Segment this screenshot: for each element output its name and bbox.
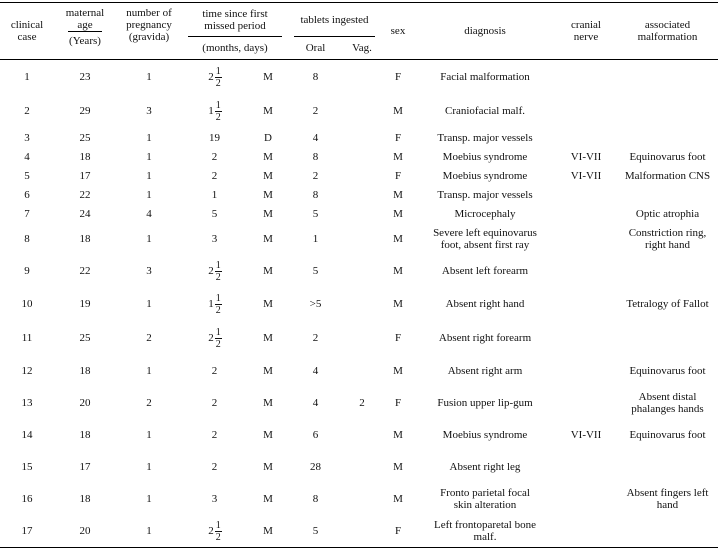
cell-oral: 4 (312, 131, 319, 144)
header-tablets-ingested: tablets ingested (288, 3, 381, 38)
time-value (208, 100, 222, 123)
table-row (0, 166, 718, 185)
cell-sex: F (394, 131, 402, 144)
cell-gravida: 2 (146, 397, 152, 409)
table-row (0, 147, 718, 166)
cell-time-unit: M (263, 365, 273, 377)
cell-cranial-nerve (555, 94, 617, 128)
header-associated-malformation: associated malformation (637, 19, 698, 43)
header-time-units: (months, days) (202, 42, 268, 54)
cell-diagnosis (415, 223, 555, 255)
cell-time-unit: M (263, 397, 273, 409)
cell-vag (343, 255, 381, 287)
cell-diagnosis (415, 204, 555, 223)
cell-diagnosis (415, 255, 555, 287)
cell-sex: F (394, 71, 402, 83)
cell-cranial-nerve (555, 387, 617, 419)
cell-cranial-nerve (555, 204, 617, 223)
time-fraction-numerator: 1 (215, 326, 221, 338)
cell-time-unit: M (263, 207, 273, 220)
header-clinical-case: clinical case (10, 19, 44, 43)
header-time-since-missed: time since first missed period (182, 3, 288, 38)
cell-associated-malformation: Malformation CNS (624, 169, 711, 182)
table-row (0, 287, 718, 321)
cell-associated-malformation (617, 60, 718, 95)
cell-oral: 8 (312, 150, 319, 163)
time-value (212, 365, 219, 377)
cell-cranial-nerve (555, 128, 617, 147)
cell-cranial-nerve (555, 287, 617, 321)
time-whole: 1 (208, 105, 214, 117)
cell-gravida: 1 (146, 493, 152, 505)
time-value (212, 429, 219, 441)
time-value (212, 208, 219, 220)
cell-age: 22 (79, 188, 91, 201)
cell-vag (343, 166, 381, 185)
diagnosis-line: Moebius syndrome (442, 429, 528, 441)
cell-associated-malformation (617, 451, 718, 483)
time-value (212, 189, 219, 201)
diagnosis-line: malf. (473, 531, 497, 543)
time-value (212, 170, 219, 182)
cell-oral: 8 (312, 71, 319, 83)
cell-diagnosis (415, 166, 555, 185)
cell-age: 18 (79, 493, 91, 505)
cell-associated-malformation: Tetralogy of Fallot (626, 298, 709, 310)
cell-associated-malformation: Equinovarus foot (629, 150, 706, 163)
cell-age: 18 (79, 150, 91, 163)
cell-gravida: 1 (146, 429, 152, 441)
table-row (0, 223, 718, 255)
diagnosis-line: Absent right leg (449, 461, 521, 473)
cell-time-unit: M (263, 298, 273, 310)
cell-time (182, 147, 248, 166)
table-row (0, 515, 718, 548)
cell-cranial-nerve (555, 255, 617, 287)
cell-time-unit: M (263, 105, 273, 117)
cell-case: 1 (24, 71, 30, 83)
cell-associated-malformation (617, 255, 718, 287)
cell-vag (343, 128, 381, 147)
time-value (212, 397, 219, 409)
table-header (0, 3, 718, 60)
cell-gravida: 1 (146, 233, 152, 245)
diagnosis-line: Fusion upper lip-gum (437, 397, 533, 409)
cell-sex: F (394, 397, 402, 409)
cell-case: 10 (21, 298, 33, 310)
time-fraction (215, 66, 222, 89)
time-value (212, 151, 219, 163)
cell-cranial-nerve (555, 60, 617, 95)
cell-sex: F (394, 169, 402, 182)
cell-time-unit: M (263, 461, 273, 473)
time-fraction (215, 260, 222, 283)
cell-vag (343, 515, 381, 548)
time-fraction-denominator: 2 (215, 77, 221, 89)
time-fraction-denominator: 2 (215, 271, 221, 283)
cell-age: 18 (79, 233, 91, 245)
cell-sex: M (393, 105, 403, 117)
time-fraction-numerator: 1 (215, 259, 221, 271)
cell-time (182, 419, 248, 451)
diagnosis-line: Craniofacial malf. (444, 105, 526, 117)
time-fraction-denominator: 2 (215, 111, 221, 123)
cell-diagnosis (415, 515, 555, 548)
cell-time (182, 483, 248, 515)
cell-cranial-nerve (555, 223, 617, 255)
cell-time-unit: M (248, 515, 288, 548)
header-vag: Vag. (352, 42, 372, 54)
time-whole: 2 (208, 265, 214, 277)
cell-case: 13 (21, 397, 33, 409)
cell-diagnosis (415, 287, 555, 321)
cell-vag (343, 185, 381, 204)
time-whole: 2 (211, 150, 218, 163)
cell-time (182, 94, 248, 128)
cell-vag (343, 147, 381, 166)
cell-age: 17 (79, 169, 91, 182)
cell-diagnosis (415, 60, 555, 95)
time-whole: 3 (211, 493, 218, 505)
cell-case: 5 (24, 169, 30, 182)
cell-vag (343, 204, 381, 223)
diagnosis-line: Absent right arm (447, 365, 523, 377)
cell-oral: 2 (312, 332, 319, 344)
time-fraction-denominator: 2 (215, 531, 221, 543)
table-row (0, 60, 718, 95)
time-value (212, 233, 219, 245)
table-row (0, 451, 718, 483)
cell-oral: 4 (312, 397, 319, 409)
header-maternal-age: maternal age (Years) (65, 7, 105, 47)
cell-age: 20 (79, 397, 91, 409)
time-whole: 2 (208, 71, 214, 83)
cell-cranial-nerve: VI-VII (570, 429, 602, 441)
cell-diagnosis (415, 419, 555, 451)
cell-time (182, 287, 248, 321)
time-whole: 19 (209, 131, 220, 144)
cell-age: 23 (79, 71, 91, 83)
time-fraction (215, 100, 222, 123)
diagnosis-line: Fronto parietal focal (440, 487, 530, 499)
time-fraction (215, 293, 222, 316)
cell-time (182, 185, 248, 204)
diagnosis-line: Absent right forearm (438, 332, 532, 344)
cell-diagnosis (415, 94, 555, 128)
cell-oral: 1 (312, 233, 319, 245)
table-row (0, 321, 718, 355)
cell-vag (343, 60, 381, 95)
cell-sex: M (393, 461, 403, 473)
diagnosis-line: Absent left forearm (441, 265, 529, 277)
cell-diagnosis (415, 321, 555, 355)
cell-gravida: 1 (146, 461, 152, 473)
cell-time (182, 223, 248, 255)
cell-time-unit: M (263, 71, 273, 83)
cell-gravida: 2 (146, 332, 152, 344)
cell-time (182, 255, 248, 287)
diagnosis-line: foot, absent first ray (440, 239, 530, 251)
cell-case: 15 (21, 461, 33, 473)
cell-oral: 8 (312, 493, 319, 505)
cell-oral: 8 (312, 188, 319, 201)
cell-vag: 2 (359, 397, 365, 409)
cell-sex: M (393, 493, 403, 505)
cell-cranial-nerve: VI-VII (570, 169, 602, 182)
cell-cranial-nerve (555, 185, 617, 204)
cell-vag (343, 223, 381, 255)
cell-time (182, 451, 248, 483)
time-fraction-denominator: 2 (215, 338, 221, 350)
diagnosis-line: Transp. major vessels (437, 131, 533, 144)
time-whole: 5 (211, 207, 218, 220)
time-fraction (215, 520, 222, 543)
cell-gravida: 1 (146, 71, 152, 83)
cell-sex: M (393, 298, 403, 310)
cell-vag (343, 355, 381, 387)
cell-gravida: 1 (116, 515, 182, 548)
table-row (0, 483, 718, 515)
cell-diagnosis (415, 483, 555, 515)
time-fraction-numerator: 1 (215, 99, 221, 111)
time-value (208, 327, 222, 350)
cell-associated-malformation: Optic atrophia (635, 207, 700, 220)
table-row (0, 94, 718, 128)
cell-vag (343, 451, 381, 483)
cell-age: 25 (79, 332, 91, 344)
cell-time-unit: M (263, 493, 273, 505)
cell-case: 6 (24, 188, 30, 201)
diagnosis-line: Facial malformation (440, 71, 530, 83)
cell-time-unit: M (263, 429, 273, 441)
cell-associated-malformation (617, 185, 718, 204)
time-fraction (215, 327, 222, 350)
diagnosis-line: skin alteration (453, 499, 517, 511)
cell-vag (343, 287, 381, 321)
time-value (212, 493, 219, 505)
header-sex: sex (390, 25, 406, 37)
cell-diagnosis (415, 387, 555, 419)
cell-cranial-nerve (555, 321, 617, 355)
cell-sex: M (393, 188, 403, 201)
cell-vag (343, 419, 381, 451)
cell-oral: >5 (309, 298, 322, 310)
cell-associated-malformation (617, 94, 718, 128)
time-whole: 1 (208, 298, 214, 310)
time-whole: 2 (211, 461, 218, 473)
cell-oral: 5 (288, 515, 343, 548)
time-value (208, 520, 222, 543)
cell-associated-malformation: Absent distal phalanges hands (631, 391, 704, 415)
table-row (0, 387, 718, 419)
cell-diagnosis (415, 128, 555, 147)
cell-case: 8 (24, 233, 30, 245)
cell-age: 19 (79, 298, 91, 310)
cell-vag (343, 483, 381, 515)
cell-cranial-nerve (555, 515, 617, 548)
cell-case: 17 (0, 515, 54, 548)
cell-gravida: 1 (146, 298, 152, 310)
cell-cranial-nerve (555, 451, 617, 483)
table-row (0, 419, 718, 451)
cell-time (182, 128, 248, 147)
time-whole: 2 (211, 169, 218, 182)
table-row (0, 355, 718, 387)
time-whole: 2 (211, 429, 218, 441)
cell-case: 4 (24, 150, 30, 163)
cell-oral: 28 (310, 461, 321, 473)
cell-sex: M (393, 265, 403, 277)
cell-diagnosis (415, 147, 555, 166)
cell-gravida: 1 (146, 169, 152, 182)
diagnosis-line: Absent right hand (445, 298, 525, 310)
header-diagnosis: diagnosis (464, 25, 506, 37)
cell-oral: 5 (312, 207, 319, 220)
diagnosis-line: Microcephaly (454, 207, 516, 220)
cell-associated-malformation (617, 128, 718, 147)
cell-time-unit: M (263, 265, 273, 277)
cell-sex: F (381, 515, 415, 548)
time-whole: 2 (211, 365, 218, 377)
cell-time (182, 321, 248, 355)
table-row (0, 204, 718, 223)
cell-cranial-nerve (555, 483, 617, 515)
cell-gravida: 4 (146, 207, 152, 220)
cell-gravida: 3 (146, 105, 152, 117)
diagnosis-line: Moebius syndrome (442, 150, 528, 163)
cell-cranial-nerve: VI-VII (570, 150, 602, 163)
cell-vag (343, 94, 381, 128)
cell-time-unit: M (263, 332, 273, 344)
header-cranial-nerve: cranial nerve (571, 19, 601, 43)
cell-gravida: 3 (146, 265, 152, 277)
cell-gravida: 1 (146, 131, 152, 144)
table-row (0, 128, 718, 147)
cell-oral: 2 (312, 105, 319, 117)
cell-oral: 2 (312, 169, 319, 182)
cell-case: 3 (24, 131, 30, 144)
cell-associated-malformation (617, 321, 718, 355)
cell-gravida: 1 (146, 188, 152, 201)
cell-age: 17 (79, 461, 91, 473)
cell-associated-malformation (617, 515, 718, 548)
cell-time (182, 387, 248, 419)
header-oral: Oral (305, 42, 326, 54)
cell-case: 7 (24, 207, 30, 220)
cell-associated-malformation: Constriction ring, right hand (628, 227, 707, 251)
cell-diagnosis (415, 185, 555, 204)
diagnosis-line: Transp. major vessels (437, 188, 533, 201)
diagnosis-line: Severe left equinovarus (433, 227, 537, 239)
cell-age: 22 (79, 265, 91, 277)
diagnosis-line: Moebius syndrome (442, 169, 528, 182)
cell-oral: 6 (312, 429, 319, 441)
cell-sex: M (393, 429, 403, 441)
cell-associated-malformation: Equinovarus foot (629, 429, 706, 441)
cell-case: 2 (24, 105, 30, 117)
cell-sex: F (394, 332, 402, 344)
time-whole: 1 (211, 188, 218, 201)
cell-time-unit: M (263, 188, 273, 201)
cell-time-unit: D (264, 131, 272, 144)
cell-diagnosis (415, 355, 555, 387)
cell-time (182, 355, 248, 387)
table-row (0, 185, 718, 204)
malformation-table (0, 2, 718, 548)
diagnosis-line: Left frontoparetal bone (433, 519, 536, 531)
cell-age: 20 (54, 515, 116, 548)
header-number-of-pregnancy: number of pregnancy (gravida) (126, 7, 172, 43)
time-value (212, 461, 219, 473)
cell-diagnosis (415, 451, 555, 483)
cell-gravida: 1 (146, 150, 152, 163)
cell-age: 29 (79, 105, 91, 117)
time-whole: 3 (211, 233, 218, 245)
cell-associated-malformation: Absent fingers left hand (626, 487, 709, 511)
cell-gravida: 1 (146, 365, 152, 377)
cell-time (182, 60, 248, 95)
cell-case: 14 (21, 429, 33, 441)
time-fraction-denominator: 2 (215, 304, 221, 316)
cell-time-unit: M (263, 150, 273, 163)
cell-sex: M (393, 365, 403, 377)
time-whole: 2 (208, 525, 214, 537)
time-value (209, 132, 221, 144)
cell-oral: 5 (312, 265, 319, 277)
time-fraction-numerator: 1 (215, 65, 221, 77)
cell-age: 18 (79, 365, 91, 377)
cell-case: 16 (21, 493, 33, 505)
time-value (208, 293, 222, 316)
cell-time (182, 204, 248, 223)
cell-time (182, 515, 248, 548)
table-body (0, 60, 718, 548)
cell-associated-malformation: Equinovarus foot (629, 365, 706, 377)
cell-cranial-nerve (555, 355, 617, 387)
cell-vag (343, 321, 381, 355)
cell-time-unit: M (263, 169, 273, 182)
cell-sex: M (393, 233, 403, 245)
cell-time-unit: M (263, 233, 273, 245)
cell-age: 25 (79, 131, 91, 144)
cell-case: 9 (24, 265, 30, 277)
cell-oral: 4 (312, 365, 319, 377)
cell-case: 12 (21, 365, 33, 377)
time-value (208, 66, 222, 89)
cell-age: 24 (79, 207, 91, 220)
time-fraction-numerator: 1 (215, 292, 221, 304)
time-whole: 2 (211, 397, 218, 409)
cell-age: 18 (79, 429, 91, 441)
time-value (208, 260, 222, 283)
time-whole: 2 (208, 332, 214, 344)
cell-sex: M (393, 207, 403, 220)
cell-time (182, 166, 248, 185)
table-row (0, 255, 718, 287)
cell-case: 11 (21, 332, 33, 344)
cell-sex: M (393, 150, 403, 163)
time-fraction-numerator: 1 (215, 519, 221, 531)
